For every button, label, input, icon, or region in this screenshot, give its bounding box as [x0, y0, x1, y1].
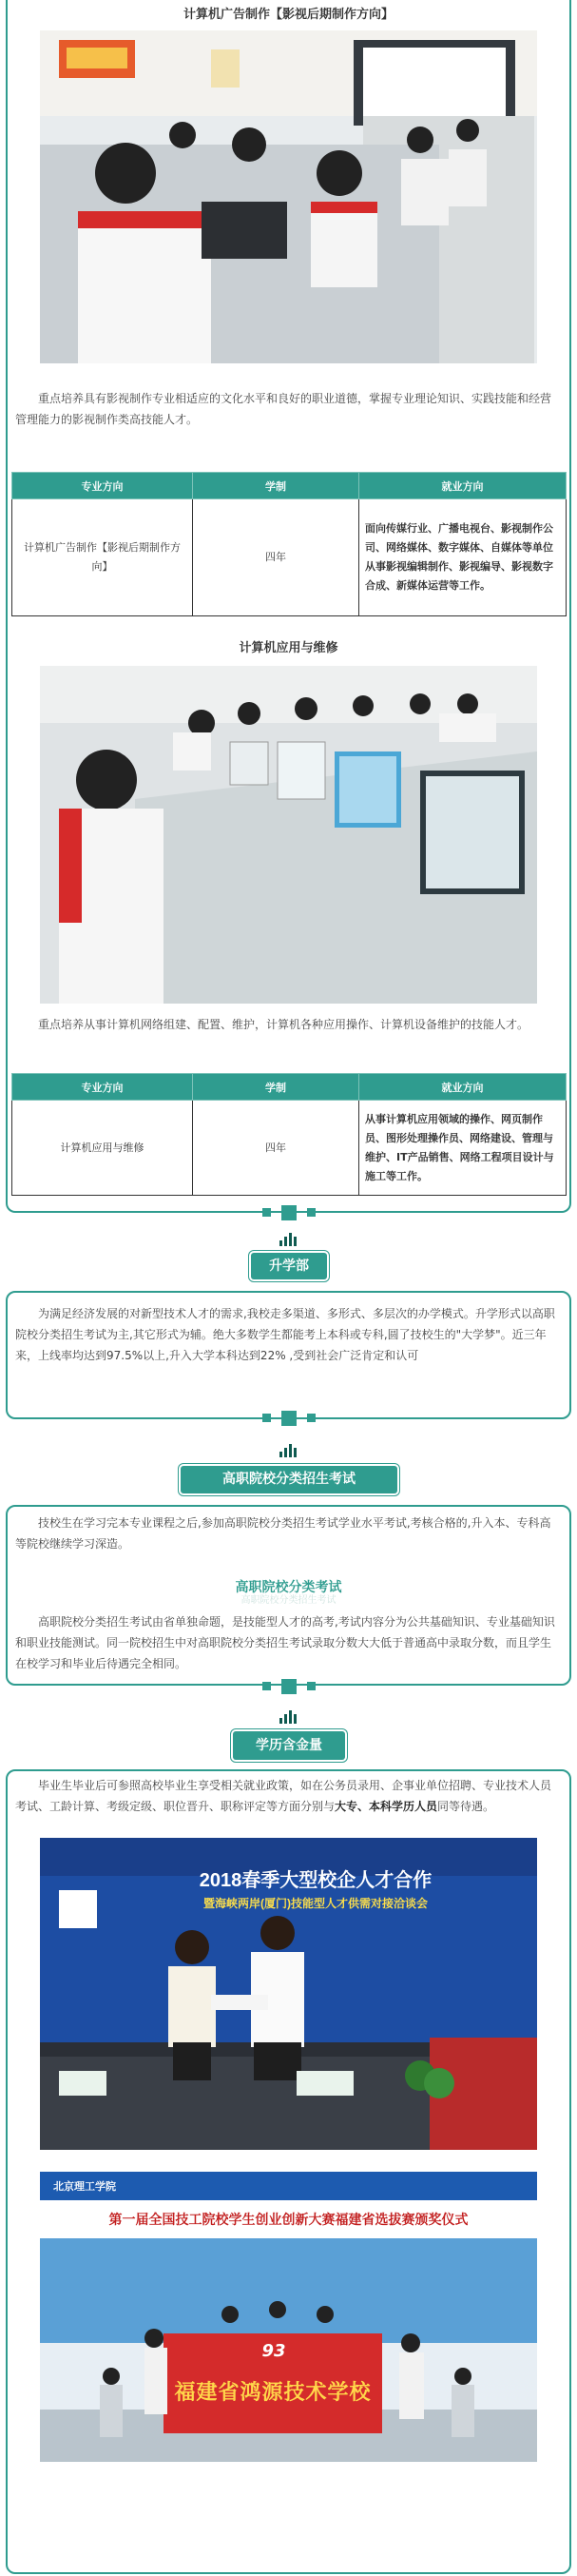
cell-duration: 四年 [193, 499, 359, 616]
cell-major: 计算机广告制作【影视后期制作方向】 [12, 499, 193, 616]
section-badge: 学历含金量 [233, 1731, 345, 1760]
subtitle-shadow: 高职院校分类招生考试 [240, 1595, 337, 1606]
table-row [12, 499, 567, 616]
cell-employment: 面向传媒行业、广播电视台、影视制作公司、网络媒体、数字媒体、自媒体等单位从事影视编辑制作、影视编导、影视数字合成、新媒体运营等工作。 [359, 499, 567, 616]
photo2-banner: 第一届全国技工院校学生创业创新大赛福建省选拔赛颁奖仪式 [108, 2213, 469, 2228]
banner-line1: 2018春季大型校企人才合作 [199, 1870, 433, 1891]
paragraph-text: 同等待遇。 [437, 1800, 495, 1813]
section-badge: 高职院校分类招生考试 [181, 1466, 397, 1493]
divider-dots [0, 1208, 577, 1220]
cell-major: 计算机应用与维修 [12, 1101, 193, 1196]
section-description: 重点培养从事计算机网络组建、配置、维护，计算机各种应用操作、计算机设备维护的技能人才。 [38, 1018, 529, 1031]
banner-line2: 暨海峡两岸(厦门)技能型人才供需对接洽谈会 [203, 1897, 428, 1910]
section-badge: 升学部 [251, 1253, 327, 1279]
paragraph-bold: 大专、本科学历人员 [335, 1800, 438, 1813]
section-paragraph: 技校生在学习完本专业课程之后,参加高职院校分类招生考试学业水平考试,考核合格的,升入本、专科高等院校继续学习深造。 [15, 1516, 551, 1551]
decor-bars [279, 1444, 298, 1457]
decor-bars [279, 1233, 298, 1246]
program-table [11, 472, 567, 616]
table-header-employment: 就业方向 [359, 1074, 567, 1101]
classroom-photo-2 [40, 666, 537, 1004]
flag-mark: 93 [261, 2341, 286, 2361]
section-paragraph [15, 1775, 562, 1817]
classroom-photo-1 [40, 30, 537, 363]
table-row [12, 1101, 567, 1196]
table-header-major: 专业方向 [12, 473, 193, 499]
section-paragraph: 高职院校分类招生考试由省单独命题，是技能型人才的高考,考试内容分为公共基础知识、专业基础知识和职业技能测试。同一院校招生中对高职院校分类招生考试录取分数大大低于普通高中录取分数，而且学生在校学习和毕业后待遇完全相同。 [15, 1615, 555, 1670]
table-header-employment: 就业方向 [359, 473, 567, 499]
decor-bars [279, 1710, 298, 1724]
paragraph-text: 毕业生毕业后可参照高校毕业生享受相关就业政策，如在公务员录用、企事业单位招聘、专业技术人员考试、工龄计算、考级定级、职位晋升、职称评定等方面分别与 [15, 1779, 552, 1813]
flag-text: 福建省鸿源技术学校 [174, 2381, 372, 2405]
divider-dots [0, 1682, 577, 1694]
section-subtitle: 高职院校分类考试 [235, 1580, 342, 1595]
section-title: 计算机广告制作【影视后期制作方向】 [183, 8, 394, 22]
table-header-duration: 学制 [193, 1074, 359, 1101]
section-paragraph: 为满足经济发展的对新型技术人才的需求,我校走多渠道、多形式、多层次的办学模式。升学形式以高职院校分类招生考试为主,其它形式为辅。绝大多数学生都能考上本科或专科,圆了技校生的"大学梦"。近三年来，上线率均达到97.5%以上,升入大学本科达到22% ,受到社会广泛肯定和认可 [15, 1307, 555, 1362]
section-title: 计算机应用与维修 [239, 641, 338, 655]
event-photo-2 [40, 2172, 537, 2462]
table-header-major: 专业方向 [12, 1074, 193, 1101]
section-description: 重点培养具有影视制作专业相适应的文化水平和良好的职业道德，掌握专业理论知识、实践技能和经营管理能力的影视制作类高技能人才。 [15, 392, 552, 426]
cell-duration: 四年 [193, 1101, 359, 1196]
program-table [11, 1073, 567, 1196]
cell-employment: 从事计算机应用领域的操作、网页制作员、图形处理操作员、网络建设、管理与维护、IT产品销售、网络工程项目设计与施工等工作。 [359, 1101, 567, 1196]
table-header-duration: 学制 [193, 473, 359, 499]
event-photo-1 [40, 1838, 537, 2150]
divider-dots [0, 1414, 577, 1426]
photo2-logo-text: 北京理工学院 [53, 2180, 116, 2193]
